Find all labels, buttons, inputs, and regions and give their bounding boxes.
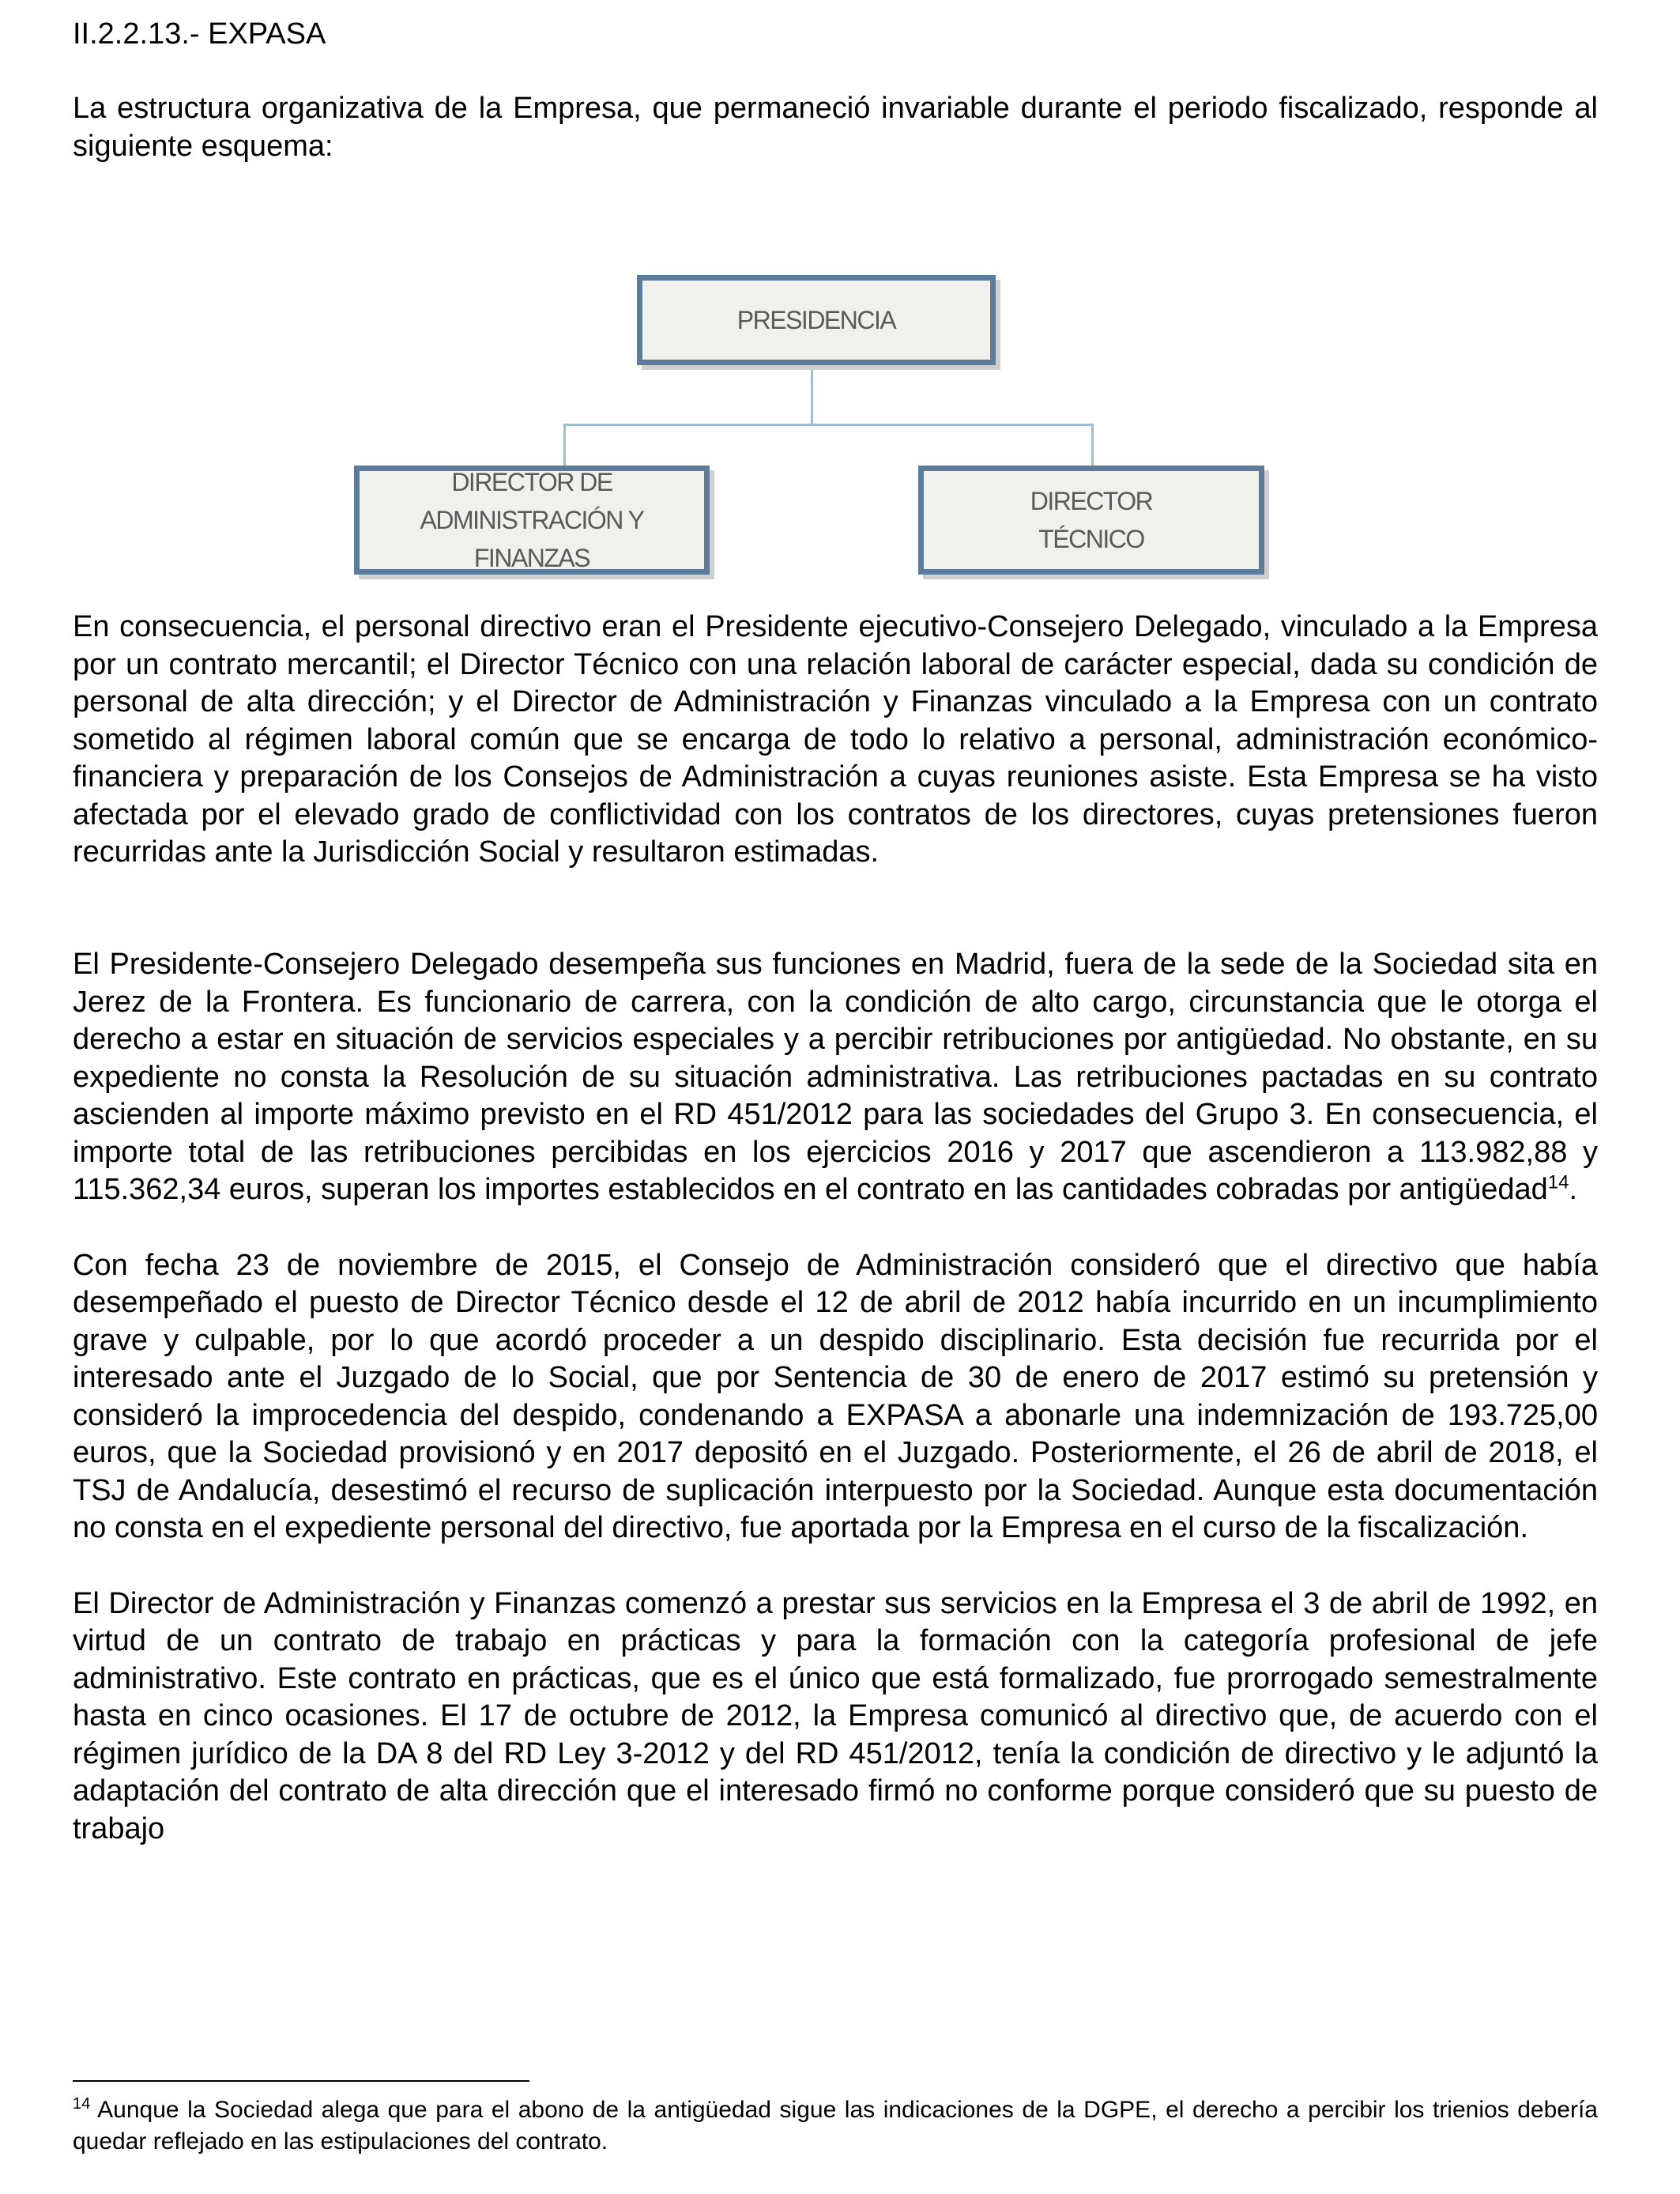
box-presidencia	[637, 275, 996, 365]
paragraph-4: El Director de Administración y Finanzas comenzó a prestar sus servicios en la Empresa el 3 de abril de 1992, en virtud de un contrato de trabajo en prácticas y para la formación con la categoría profesional de jefe administrativo. Este contrato en prácticas, que es el único que está formalizado, fue prorrogado semestralmente hasta en cinco ocasiones. El 17 de octubre de 2012, la Empresa comunicó al directivo que, de acuerdo con el régimen jurídico de la DA 8 del RD Ley 3-2012 y del RD 451/2012, tenía la condición de directivo y le adjuntó la adaptación del contrato de alta dirección que el interesado firmó no conforme porque consideró que su puesto de trabajo	[73, 1586, 1598, 1845]
footnote-text: Aunque la Sociedad alega que para el abono de la antigüedad sigue las indicaciones de la DGPE, el derecho a percibir los trienios debería quedar reflejado en las estipulaciones del contrato.	[73, 2097, 1598, 2154]
connector-right-drop	[1091, 424, 1094, 468]
paragraph-3: Con fecha 23 de noviembre de 2015, el Consejo de Administración consideró que el directivo que había desempeñado el puesto de Director Técnico desde el 12 de abril de 2012 había incurrido en un incumplimiento grave y culpable, por lo que acordó proceder a un despido disciplinario. Esta decisión fue recurrida por el interesado ante el Juzgado de lo Social, que por Sentencia de 30 de enero de 2017 estimó su pretensión y consideró la improcedencia del despido, condenando a EXPASA a abonarle una indemnización de 193.725,00 euros, que la Sociedad provisionó y en 2017 depositó en el Juzgado. Posteriormente, el 26 de abril de 2018, el TSJ de Andalucía, desestimó el recurso de suplicación interpuesto por la Sociedad. Aunque esta documentación no consta en el expediente personal del directivo, fue aportada por la Empresa en el curso de la fiscalización.	[73, 1248, 1598, 1544]
paragraph-1: En consecuencia, el personal directivo eran el Presidente ejecutivo-Consejero Delegado, vinculado a la Empresa por un contrato mercantil; el Director Técnico con una relación laboral de carácter especial, dada su condición de personal de alta dirección; y el Director de Administración y Finanzas vinculado a la Empresa con un contrato sometido al régimen laboral común que se encarga de todo lo relativo a personal, administración económico-financiera y preparación de los Consejos de Administración a cuyas reuniones asiste. Esta Empresa se ha visto afectada por el elevado grado de conflictividad con los contratos de los directores, cuyas pretensiones fueron recurridas ante la Jurisdicción Social y resultaron estimadas.	[73, 610, 1598, 869]
box-director-tecnico-line1: DIRECTOR	[1030, 487, 1153, 515]
paragraph-2-end: .	[1569, 1173, 1578, 1206]
section-heading: II.2.2.13.- EXPASA	[73, 17, 326, 51]
box-director-tecnico-line2: TÉCNICO	[1038, 525, 1144, 553]
paragraph-group	[73, 946, 1598, 1848]
paragraph-2-text: El Presidente-Consejero Delegado desempeña sus funciones en Madrid, fuera de la sede de la Sociedad sita en Jerez de la Frontera. Es funcionario de carrera, con la condición de alto cargo, circunstancia que le otorga el derecho a estar en situación de servicios especiales y a percibir retribuciones por antigüedad. No obstante, en su expediente no consta la Resolución de su situación administrativa. Las retribuciones pactadas en su contrato ascienden al importe máximo previsto en el RD 451/2012 para las sociedades del Grupo 3. En consecuencia, el importe total de las retribuciones percibidas en los ejercicios 2016 y 2017 que ascendieron a 113.982,88 y 115.362,34 euros, superan los importes establecidos en el contrato en las cantidades cobradas por antigüedad	[73, 948, 1598, 1206]
box-director-admin-line2-text: ADMINISTRACIÓN Y FINANZAS	[420, 506, 644, 572]
box-director-tecnico	[918, 466, 1264, 575]
org-chart	[0, 0, 1680, 585]
footnote-ref-14[interactable]: 14	[1547, 1171, 1569, 1193]
box-presidencia-label: PRESIDENCIA	[736, 306, 896, 334]
connector-horizontal	[563, 424, 1094, 426]
paragraph-2	[73, 946, 1598, 1209]
box-director-admin-line1: DIRECTOR DE	[451, 468, 612, 496]
footnote-14	[73, 2094, 1598, 2158]
box-director-administracion	[354, 466, 710, 575]
intro-paragraph: La estructura organizativa de la Empresa, que permaneció invariable durante el periodo fiscalizado, responde al siguiente esquema:	[73, 92, 1598, 163]
footnote-number: 14	[73, 2095, 91, 2113]
footnote-separator	[73, 2080, 529, 2082]
connector-left-drop	[563, 424, 566, 468]
